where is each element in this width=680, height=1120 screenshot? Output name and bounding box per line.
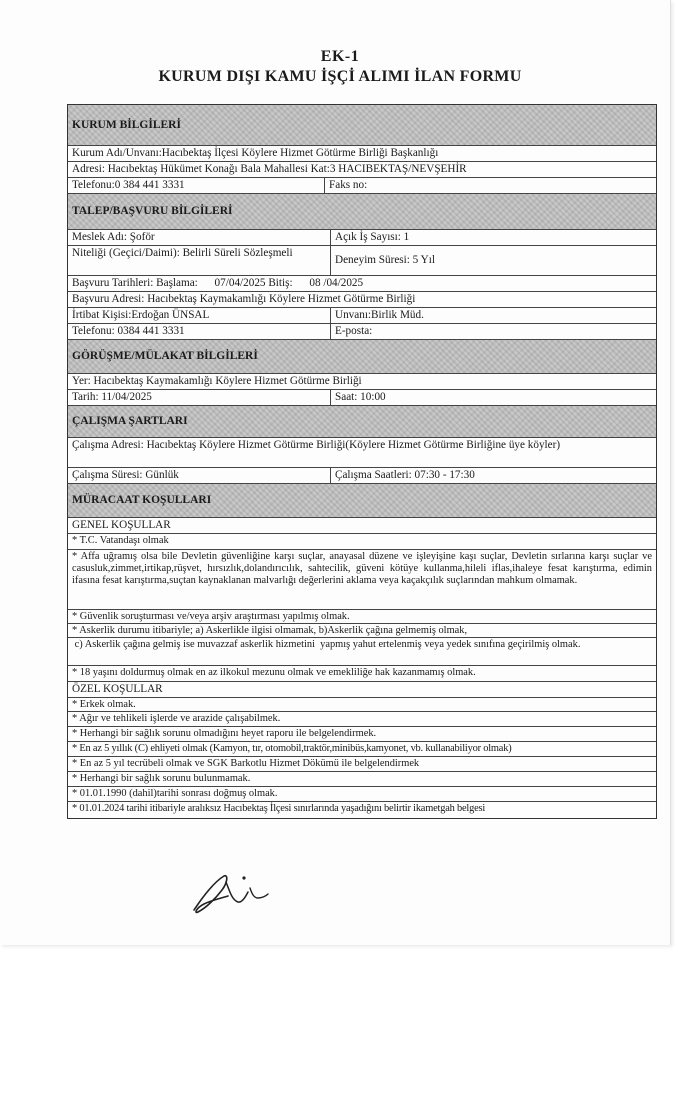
ozel-kosul: * Herhangi bir sağlık sorunu bulunmamak.: [72, 773, 251, 784]
talep-telefon-row: [68, 324, 656, 340]
ozel-kosul: * Herhangi bir sağlık sorunu olmadığını heyet raporu ile belgelendirmek.: [72, 728, 377, 739]
ozel-kosul-row: [68, 698, 656, 712]
genel-kosul: * Güvenlik soruşturması ve/veya arşiv araştırması yapılmış olmak.: [72, 611, 350, 622]
basvuru-adresi: Başvuru Adresi: Hacıbektaş Kaymakamlığı Köylere Hizmet Götürme Birliği: [72, 293, 416, 305]
calisma-adresi: Çalışma Adresi: Hacıbektaş Köylere Hizmet Götürme Birliği(Köylere Hizmet Götürme Birliğine üye köyler): [72, 439, 561, 451]
ozel-kosul-row: [68, 727, 656, 742]
calisma-suresi-row: [68, 468, 656, 484]
nitelik-row: [68, 246, 656, 276]
ozel-kosul: * En az 5 yıl tecrübeli olmak ve SGK Barkotlu Hizmet Dökümü ile belgelendirmek: [72, 758, 420, 769]
ozel-kosul: * En az 5 yıllık (C) ehliyeti olmak (Kamyon, tır, otomobil,traktör,minibüs,kamyonet, vb. kullanabiliyor olmak): [72, 743, 512, 754]
ozel-kosullar-heading-row: [68, 682, 656, 698]
genel-kosul-row: [68, 550, 656, 610]
genel-kosul: c) Askerlik çağına gelmiş ise muvazzaf askerlik hizmetini yapmış yahut ertelenmiş veya yedek sınıfına geçirilmiş olmak.: [72, 639, 581, 650]
section-calisma-heading: [68, 406, 656, 438]
document-title: KURUM DIŞI KAMU İŞÇİ ALIMI İLAN FORMU: [158, 68, 522, 85]
genel-kosul: * Affa uğramış olsa bile Devletin güvenliğine karşı suçlar, anayasal düzene ve işleyişine kaşı suçlar, Devletin sırlarına karşı suçlar ve casusluk,zimmet,irtikap,rüşvet, hırsızlık,dolandırıcılık, sahtecilik, güveni kötüye kullanma,hileli iflas,ihaleye fesat karıştırma, edimin ifasına fesat karıştırma,suçtan kaynaklanan malvarlığı değerlerini aklama veya kaçakçılık suçlarından mahkum olmamak.: [72, 551, 652, 586]
kurum-faks: Faks no:: [324, 178, 656, 193]
kurum-adi: Kurum Adı/Unvanı:Hacıbektaş İlçesi Köylere Hizmet Götürme Birliği Başkanlığı: [72, 147, 439, 159]
ozel-kosul: * 01.01.1990 (dahil)tarihi sonrası doğmuş olmak.: [72, 788, 278, 799]
deneyim-suresi: Deneyim Süresi: 5 Yıl: [330, 246, 656, 275]
genel-kosul-row: [68, 666, 656, 682]
kurum-telefon: Telefonu:0 384 441 3331: [72, 179, 185, 191]
meslek-adi: Meslek Adı: Şoför: [72, 231, 155, 243]
acik-is-sayisi: Açık İş Sayısı: 1: [330, 230, 656, 245]
section-title: KURUM BİLGİLERİ: [72, 118, 181, 131]
calisma-suresi: Çalışma Süresi: Günlük: [72, 469, 179, 481]
kurum-adres: Adresi: Hacıbektaş Hükümet Konağı Bala Mahallesi Kat:3 HACIBEKTAŞ/NEVŞEHİR: [72, 163, 467, 175]
section-muracaat-heading: [68, 484, 656, 518]
calisma-adresi-row: [68, 438, 656, 468]
announcement-form: [67, 104, 657, 819]
niteligi: Niteliği (Geçici/Daimi): Belirli Süreli Sözleşmeli: [72, 247, 293, 259]
gorusme-yer: Yer: Hacıbektaş Kaymakamlığı Köylere Hizmet Götürme Birliği: [72, 375, 362, 387]
section-talep-heading: [68, 194, 656, 230]
kurum-adres-row: [68, 162, 656, 178]
basvuru-adresi-row: [68, 292, 656, 308]
ozel-kosullar-heading: ÖZEL KOŞULLAR: [72, 683, 163, 695]
genel-kosul: * T.C. Vatandaşı olmak: [72, 535, 169, 546]
calisma-saatleri: Çalışma Saatleri: 07:30 - 17:30: [330, 468, 656, 483]
ozel-kosul: * 01.01.2024 tarihi itibariyle aralıksız Hacıbektaş İlçesi sınırlarında yaşadığını belirtir ikametgah belgesi: [72, 803, 486, 814]
ozel-kosul-row: [68, 772, 656, 787]
talep-eposta: E-posta:: [330, 324, 656, 339]
basvuru-tarihleri: Başvuru Tarihleri: Başlama: 07/04/2025 Bitiş: 08 /04/2025: [72, 277, 364, 289]
meslek-row: [68, 230, 656, 246]
basvuru-tarihleri-row: [68, 276, 656, 292]
ozel-kosul-row: [68, 712, 656, 727]
kurum-telefon-row: [68, 178, 656, 194]
genel-kosul-row: [68, 624, 656, 638]
ozel-kosul: * Erkek olmak.: [72, 699, 136, 710]
section-title: MÜRACAAT KOŞULLARI: [72, 494, 212, 506]
genel-kosul: * 18 yaşını doldurmuş olmak en az ilkokul mezunu olmak ve emekliliğe hak kazanmamış olmak.: [72, 667, 476, 678]
gorusme-tarih: Tarih: 11/04/2025: [72, 391, 152, 403]
ozel-kosul-row: [68, 742, 656, 757]
irtibat-unvani: Unvanı:Birlik Müd.: [330, 308, 656, 323]
irtibat-row: [68, 308, 656, 324]
gorusme-saat: Saat: 10:00: [330, 390, 656, 405]
document-annex-label: EK-1: [320, 48, 360, 65]
genel-kosul-row: [68, 638, 656, 666]
genel-kosullar-heading-row: [68, 518, 656, 534]
irtibat-kisisi: İrtibat Kişisi:Erdoğan ÜNSAL: [72, 309, 210, 321]
genel-kosul-row: [68, 534, 656, 550]
ozel-kosul-row: [68, 802, 656, 818]
kurum-adi-row: [68, 146, 656, 162]
gorusme-tarih-row: [68, 390, 656, 406]
ozel-kosul-row: [68, 757, 656, 772]
genel-kosul: * Askerlik durumu itibariyle; a) Askerlikle ilgisi olmamak, b)Askerlik çağına gelmemiş olmak,: [72, 625, 468, 636]
ozel-kosul-row: [68, 787, 656, 802]
section-gorusme-heading: [68, 340, 656, 374]
signature-image: [188, 868, 278, 918]
genel-kosullar-heading: GENEL KOŞULLAR: [72, 519, 171, 531]
genel-kosul-row: [68, 610, 656, 624]
gorusme-yer-row: [68, 374, 656, 390]
section-title: GÖRÜŞME/MÜLAKAT BİLGİLERİ: [72, 350, 258, 362]
section-kurum-heading: [68, 105, 656, 146]
ozel-kosul: * Ağır ve tehlikeli işlerde ve arazide çalışabilmek.: [72, 713, 281, 724]
section-title: ÇALIŞMA ŞARTLARI: [72, 415, 188, 427]
section-title: TALEP/BAŞVURU BİLGİLERİ: [72, 205, 233, 217]
talep-telefon: Telefonu: 0384 441 3331: [72, 325, 185, 337]
